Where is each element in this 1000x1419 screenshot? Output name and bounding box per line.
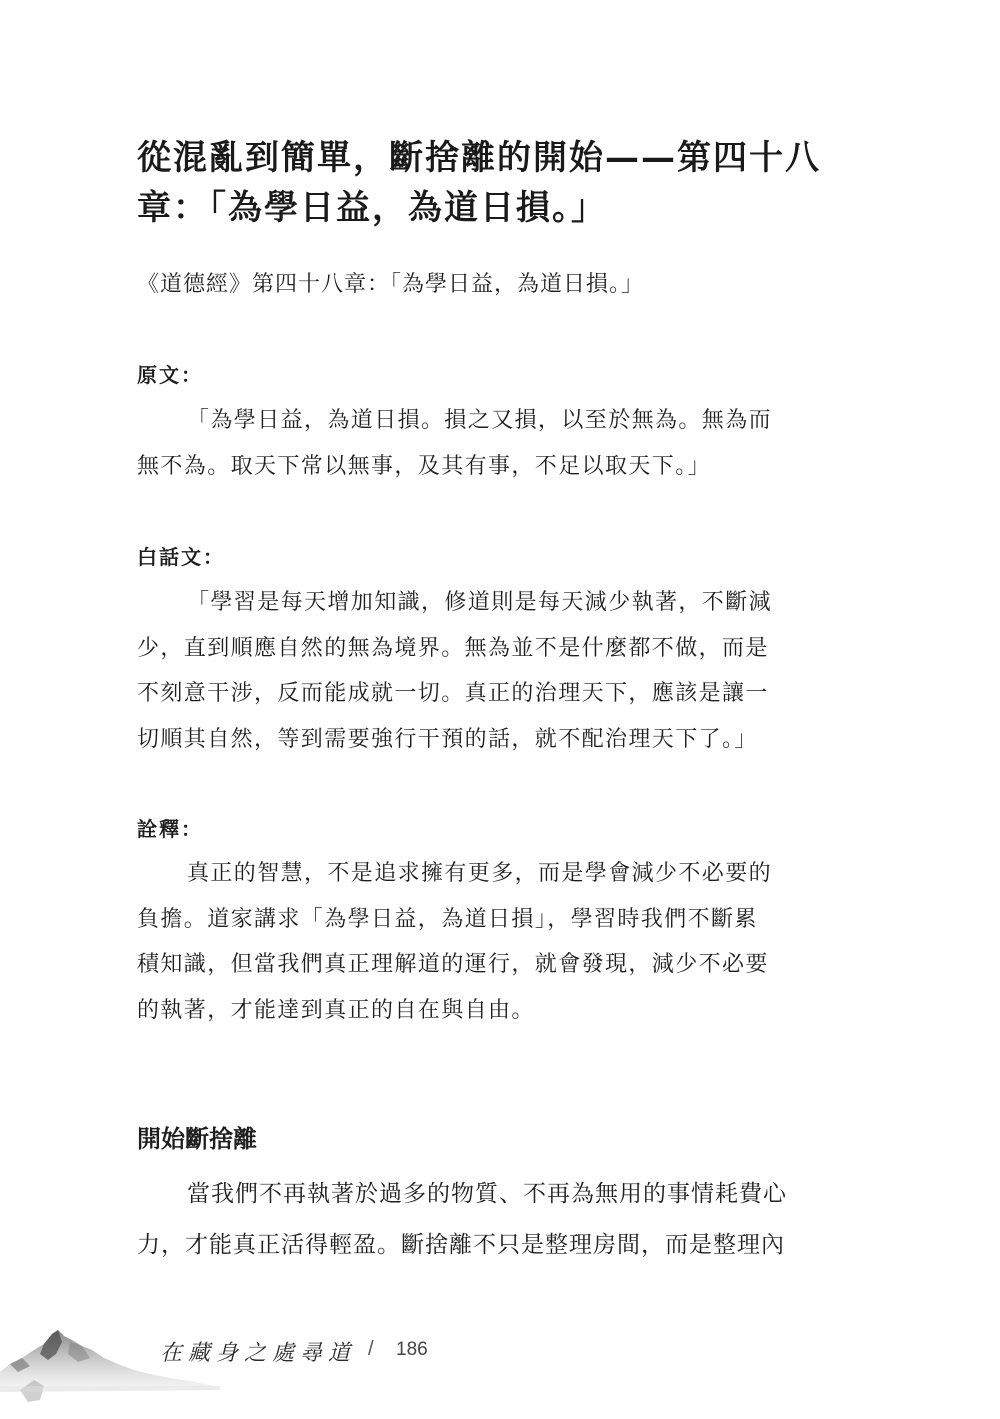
original-text-paragraph bbox=[137, 398, 847, 489]
intro-quote: 《道德經》第四十八章：「為學日益，為道日損。」 bbox=[137, 272, 645, 297]
original-text-label: 原文： bbox=[137, 363, 203, 387]
paragraph-line: 真正的智慧，不是追求擁有更多，而是學會減少不必要的 bbox=[187, 861, 773, 886]
page-footer bbox=[0, 1320, 1000, 1419]
vernacular-label: 白話文： bbox=[137, 545, 225, 569]
paragraph-line: 的執著，才能達到真正的自在與自由。 bbox=[137, 997, 535, 1023]
paragraph-line: 「學習是每天增加知識，修道則是每天減少執著，不斷減 bbox=[187, 590, 773, 615]
paragraph-line: 無不為。取天下常以無事，及其有事，不足以取天下。」 bbox=[137, 453, 712, 479]
chapter-title-line-1: 從混亂到簡單，斷捨離的開始——第四十八 bbox=[137, 138, 821, 178]
vernacular-paragraph bbox=[137, 580, 847, 762]
chapter-title bbox=[137, 133, 837, 233]
paragraph-line: 力，才能真正活得輕盈。斷捨離不只是整理房間，而是整理內 bbox=[137, 1232, 785, 1258]
paragraph-line: 不刻意干涉，反而能成就一切。真正的治理天下，應該是讓一 bbox=[137, 681, 769, 706]
paragraph-line: 少，直到順應自然的無為境界。無為並不是什麼都不做，而是 bbox=[137, 635, 769, 661]
commentary-label: 詮釋： bbox=[137, 817, 203, 841]
paragraph-line: 當我們不再執著於過多的物質、不再為無用的事情耗費心 bbox=[187, 1181, 787, 1207]
commentary-paragraph bbox=[137, 851, 847, 1033]
footer-separator: / bbox=[368, 1338, 374, 1360]
book-title: 在藏身之處尋道 bbox=[160, 1341, 357, 1366]
mountain-ink-illustration bbox=[0, 1320, 220, 1419]
chapter-title-line-2: 章：「為學日益，為道日損。」 bbox=[137, 188, 607, 228]
paragraph-line: 切順其自然，等到需要強行干預的話，就不配治理天下了。」 bbox=[137, 726, 758, 752]
section-paragraph bbox=[137, 1169, 847, 1271]
page-number: 186 bbox=[396, 1339, 428, 1360]
paragraph-line: 「為學日益，為道日損。損之又損，以至於無為。無為而 bbox=[187, 408, 773, 433]
paragraph-line: 負擔。道家講求「為學日益，為道日損」，學習時我們不斷累 bbox=[137, 906, 758, 932]
paragraph-line: 積知識，但當我們真正理解道的運行，就會發現，減少不必要 bbox=[137, 952, 769, 977]
section-heading: 開始斷捨離 bbox=[137, 1125, 257, 1153]
